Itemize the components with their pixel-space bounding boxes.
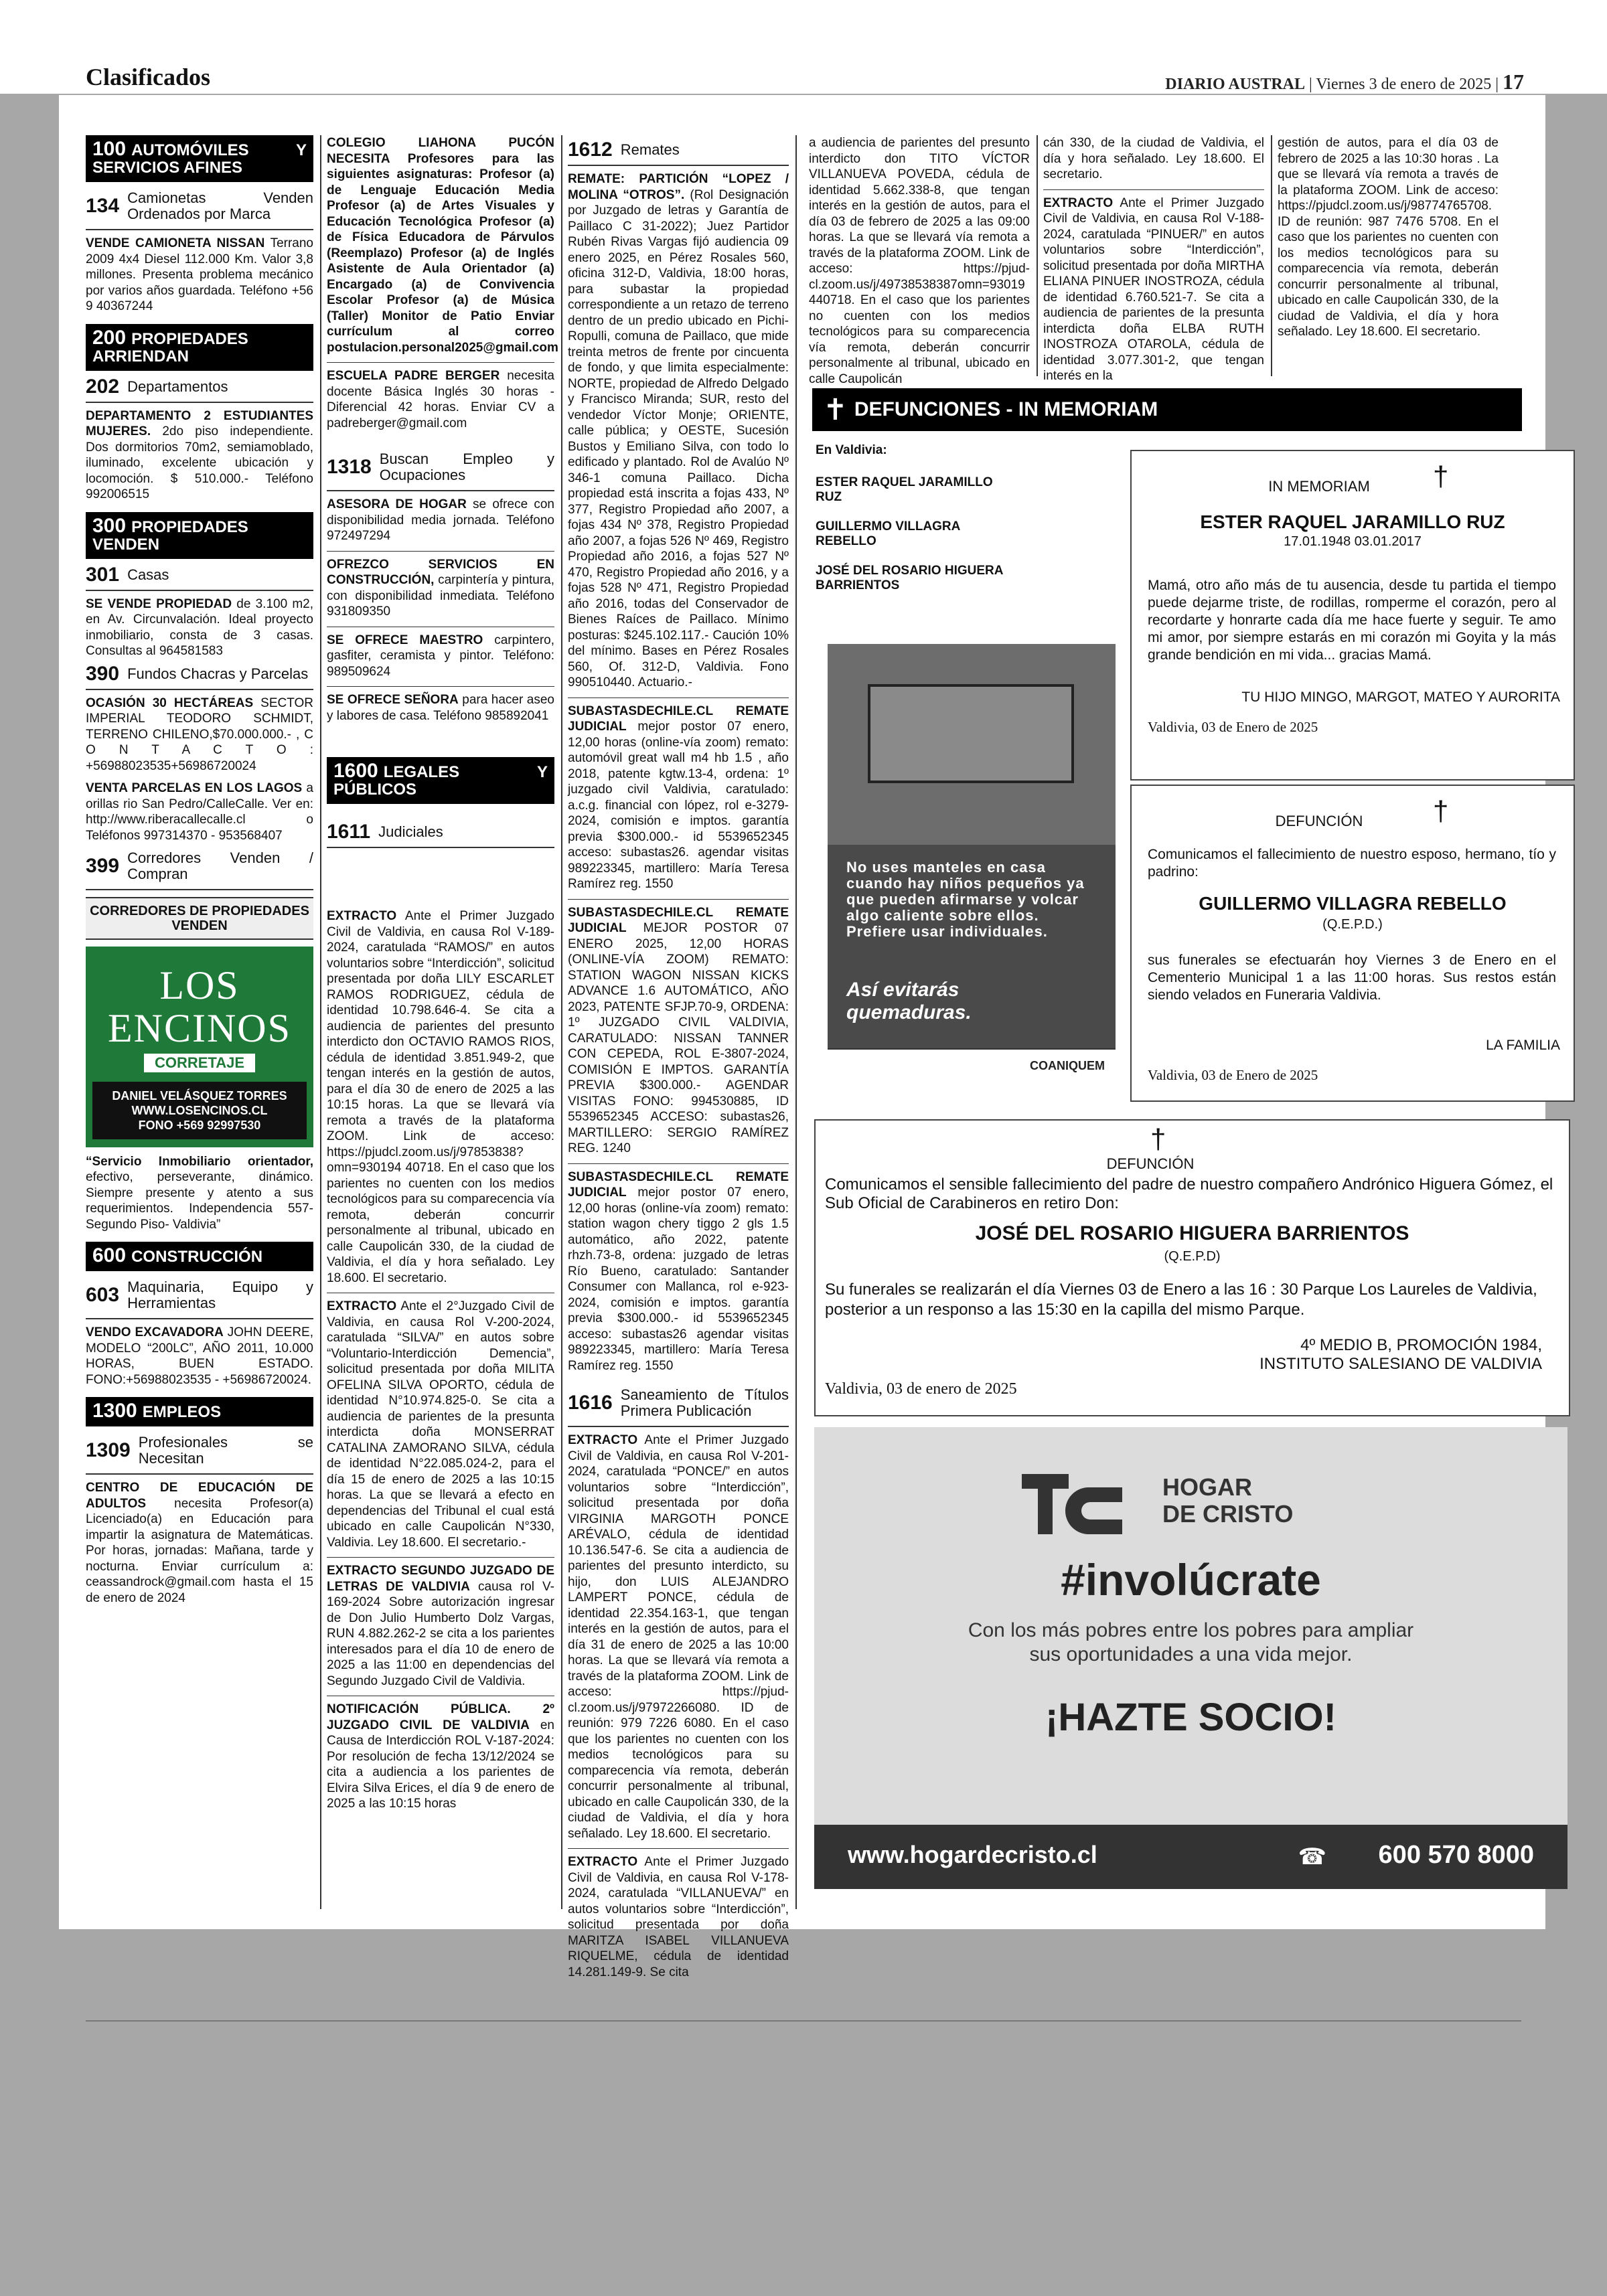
legal-notice: EXTRACTO Ante el 2°Juzgado Civil de Valdivia, en causa Rol V-200-2024, caratulada “SILVA/” en autos sobre “Voluntario-Interdicción Demencia”, solicitud presentada por doña MILITA OFELINA SILVA OPORTO, cédula de identidad N°10.974.825-0. Se cita a audiencia de parientes de la presunta interdicta doña MONSERRAT CATALINA ZAMORANO SILVA, cédula de identidad N°22.085.024-2, para el día 15 de enero de 2025 a las 10:15 horas. La que se llevará a efecto en dependencias del Tribunal el cual está ubicado en calle Caupolicán N°330, Valdivia. Ley 18.600. El secretario.- <box>327 1299 554 1550</box>
classified-ad: VENTA PARCELAS EN LOS LAGOS a orillas rio San Pedro/CalleCalle. Ver en: http://www.riberacallecalle.cl o Teléfonos 997314370 - 953568407 <box>86 781 313 843</box>
notice-heading: IN MEMORIAM <box>1268 478 1370 495</box>
legal-notice: SUBASTASDECHILE.CL REMATE JUDICIAL mejor postor 07 enero, 12,00 horas (online-vía zoom) remato: station wagon chery tiggo 2 gls 1.5 automático, año 2022, patente rhzh.73-8, ordena: juzgado de letras Río Bueno, caratulado: Santander Consumer con Mallanca, rol e-923-2024, comisión e imptos. garantía previa $300.000.- id 5539652345 acceso: subastas26 agendar visitas 989223345, martillero: María Teresa Ramírez reg. 1550 <box>568 1169 789 1373</box>
defunciones-index <box>816 443 1016 608</box>
legal-notice: SUBASTASDECHILE.CL REMATE JUDICIAL MEJOR POSTOR 07 ENERO 2025, 12,00 HORAS (ONLINE-VÍA ZOOM) REMATO: STATION WAGON NISSAN KICKS ADVANCE 1.6 AUTOMÁTICO, AÑO 2023, PATENTE SFJP.70-9, ORDENA: 1º JUZGADO CIVIL VALDIVIA, CARATULADO: NISSAN TANNER CON CEPEDA, ROL E-3807-2024, COMISIÓN E IMPTOS. GARANTÍA PREVIA $300.000.- AGENDAR VISITAS FONO: 994530885, ID 5539652345 ACCESO: subastas26, MARTILLERO: SERGIO RAMÍREZ REG. 1240 <box>568 905 789 1155</box>
section-300: 300 PROPIEDADES VENDEN <box>86 512 313 559</box>
hogar-website: www.hogardecristo.cl <box>848 1841 1097 1868</box>
deceased-name: ESTER RAQUEL JARAMILLO RUZ <box>816 475 993 504</box>
section-1300: 1300 EMPLEOS <box>86 1397 313 1426</box>
hogar-de-cristo-logo <box>1015 1467 1129 1541</box>
category-399: 399 Corredores Venden / Compran <box>86 850 313 890</box>
category-202: 202 Departamentos <box>86 379 313 403</box>
classified-ad: SE OFRECE MAESTRO carpintero, gasfiter, ceramista y pintor. Teléfono: 989509624 <box>327 633 554 679</box>
classified-ad: VENDO EXCAVADORA JOHN DEERE, MODELO “200LC”, AÑO 2011, 10.000 HORAS, BUEN ESTADO. FONO:+56988023535 - +56986720024. <box>86 1325 313 1387</box>
classified-ad: CENTRO DE EDUCACIÓN DE ADULTOS necesita Profesor(a) Licenciado(a) en Educación para impartir la asignatura de Matemáticas. Por horas, jornadas: Mañana, tarde y nocturna. Enviar currículum a: ceassandrock@gmail.com hasta el 15 de enero de 2024 <box>86 1481 313 1605</box>
classified-ad: OFREZCO SERVICIOS EN CONSTRUCCIÓN, carpintería y pintura, con disponibilidad inmediata. Teléfono 931809350 <box>327 557 554 619</box>
category-1616: 1616 Saneamiento de Títulos Primera Publicación <box>568 1387 789 1427</box>
notice-body: sus funerales se efectuarán hoy Viernes 3 de Enero en el Cementerio Municipal 1 a las 11:00 horas. Sus restos están siendo velados en Funeraria Valdivia. <box>1148 953 1556 1003</box>
section-1600: 1600 LEGALES Y PÚBLICOS <box>327 757 554 804</box>
cross-icon: † <box>1150 1123 1166 1155</box>
notice-date: Valdivia, 03 de Enero de 2025 <box>1148 719 1318 735</box>
deceased-name: ESTER RAQUEL JARAMILLO RUZ <box>1200 511 1505 532</box>
column-divider <box>1271 135 1272 376</box>
notice-signature: TU HIJO MINGO, MARGOT, MATEO Y AURORITA <box>1241 689 1560 705</box>
legal-notice: EXTRACTO Ante el Primer Juzgado Civil de Valdivia, en causa Rol V-178-2024, caratulada “VILLANUEVA/” en autos voluntarios sobre “Interdicción”, solicitud presentada por doña MARITZA ISABEL VILLANUEVA RIQUELME, cédula de identidad 14.281.149-9. Se cita <box>568 1855 789 1979</box>
category-390: 390 Fundos Chacras y Parcelas <box>86 666 313 690</box>
category-1612: 1612 Remates <box>568 142 789 166</box>
hogar-de-cristo-ad <box>814 1427 1567 1889</box>
hogar-phone: 600 570 8000 <box>1378 1841 1534 1869</box>
ad-divider <box>568 899 789 900</box>
section-100: 100 AUTOMÓVILES Y SERVICIOS AFINES <box>86 135 313 182</box>
section-200: 200 PROPIEDADES ARRIENDAN <box>86 324 313 371</box>
column-6: gestión de autos, para el día 03 de febrero de 2025 a las 10:30 horas . La que se llevará vía remota a través de la plataforma ZOOM. Link de acceso: https://pjudcl.zoom.us/j/98774765708. ID de reunión: 987 7476 5708. En el caso que los parientes no cuenten con los medios tecnológicos para su comparecencia vía remota, deberán concurrir personalmente al tribunal, ubicado en calle Caupolicán 330, de la ciudad de Valdivia, el día y hora señalado. Ley 18.600. El secretario. <box>1278 136 1499 339</box>
classified-ad: ESCUELA PADRE BERGER necesita docente Básica Inglés 30 horas - Diferencial 42 horas. Enviar CV a padreberger@gmail.com <box>327 369 554 430</box>
column-1 <box>86 135 313 1909</box>
hogar-subtitle: Con los más pobres entre los pobres para ampliar sus oportunidades a una vida mejor. <box>968 1619 1414 1665</box>
newspaper-page <box>59 95 1560 1979</box>
hogar-brand: HOGAR DE CRISTO <box>1162 1473 1294 1528</box>
column-divider <box>1037 135 1038 376</box>
cross-icon: † <box>1433 795 1449 827</box>
category-134: 134 Camionetas Venden Ordenados por Marca <box>86 190 313 230</box>
qepd-label: (Q.E.P.D.) <box>1322 917 1383 932</box>
classified-ad: “Servicio Inmobiliario orientador, efectivo, perseverante, dinámico. Siempre presente y atento a sus requerimientos. Independencia 557- Segundo Piso- Valdivia” <box>86 1154 313 1232</box>
category-301: 301 Casas <box>86 567 313 591</box>
page-number: 17 <box>1503 70 1524 94</box>
classified-ad: OCASIÓN 30 HECTÁREAS SECTOR IMPERIAL TEODORO SCHMIDT, TERRENO CHILENO,$70.000.000.- , C O N T A C T O : +56988023535+56986720024 <box>86 695 313 773</box>
hogar-tagline: #involúcrate <box>1061 1555 1321 1605</box>
deceased-name: GUILLERMO VILLAGRA REBELLO <box>816 519 960 548</box>
column-3 <box>568 135 789 1979</box>
column-4: a audiencia de parientes del presunto interdicto don TITO VÍCTOR VILLANUEVA POVEDA, cédula de identidad 5.662.338-8, que tengan interés en la gestión de autos, para el día 03 de febrero de 2025 a las 09:00 horas. La que se llevará vía remota a través de la plataforma ZOOM. Link de acceso: https://pjud-cl.zoom.us/j/49738538387omn=93019 440718. En el caso que los parientes no cuenten con los medios tecnológicos para su comparecencia vía remota, deberán concurrir personalmente al tribunal, ubicado en calle Caupolicán <box>809 136 1030 386</box>
notice-date: Valdivia, 03 de enero de 2025 <box>825 1380 1017 1398</box>
legal-notice: NOTIFICACIÓN PÚBLICA. 2º JUZGADO CIVIL DE VALDIVIA en Causa de Interdicción ROL V-187-2024: Por resolución de fecha 13/12/2024 se cita a audiencia a los parientes de Elvira Silva Erices, el día 9 de enero de 2025 a las 10:15 horas <box>327 1702 554 1811</box>
section-600: 600 CONSTRUCCIÓN <box>86 1242 313 1271</box>
campaign-text: No uses manteles en casa cuando hay niños pequeños ya que pueden afirmarse y volcar algo caliente sobre ellos. Prefiere usar individuales. <box>846 859 1085 940</box>
column-2 <box>327 135 558 1909</box>
qepd-label: (Q.E.P.D) <box>1164 1249 1221 1264</box>
issue-date: Viernes 3 de enero de 2025 <box>1316 76 1492 93</box>
deceased-name: JOSÉ DEL ROSARIO HIGUERA BARRIENTOS <box>816 564 1003 592</box>
legal-notice: EXTRACTO Ante el Primer Juzgado Civil de Valdivia, en causa Rol V-188-2024, caratulada “PINUER/” en autos voluntarios sobre “Interdicción”, solicitud presentada por doña MIRTHA ELIANA PINUER INOSTROZA, cédula de identidad 6.760.521-7. Se cita a audiencia de parientes de la presunta interdicta doña ELBA RUTH INOSTROZA OTAROLA, cédula de identidad 3.077.301-2, que tengan interés en la <box>1043 195 1264 383</box>
classified-ad: SE OFRECE SEÑORA para hacer aseo y labores de casa. Teléfono 985892041 <box>327 693 554 723</box>
hogar-cta: ¡HAZTE SOCIO! <box>1045 1696 1336 1739</box>
classified-ad: DEPARTAMENTO 2 ESTUDIANTES MUJERES. 2do piso independiente. Dos dormitorios 70m2, semiamoblado, iluminado, excelente ubicación y locomoción. $ 510.000.- Teléfono 992006515 <box>86 408 313 501</box>
brokers-heading: CORREDORES DE PROPIEDADES VENDEN <box>86 897 313 940</box>
notice-body: Mamá, otro año más de tu ausencia, desde tu partida el tiempo puede dejarme triste, de rodillas, romperme el corazón, pero al recordarte y honrarte cada día me hace fuerte y seguir. Te amo mi amor, por siempre estarás en mi corazón mi Goyita y la más grande bendición en mi vida... gracias Mamá. <box>1148 578 1556 663</box>
corretaje-band: CORRETAJE <box>144 1054 255 1072</box>
category-1318: 1318 Buscan Empleo y Ocupaciones <box>327 451 554 491</box>
deceased-name: GUILLERMO VILLAGRA REBELLO <box>1199 893 1507 914</box>
phone-icon: ☎ <box>1298 1844 1326 1870</box>
cross-icon: † <box>1433 461 1449 492</box>
campaign-slogan: Así evitarás quemaduras. <box>846 979 972 1023</box>
column-5: cán 330, de la ciudad de Valdivia, el día y hora señalado. Ley 18.600. El secretario. EXTRACTO Ante el Primer Juzgado Civil de Valdivia, en causa Rol V-188-2024, caratulada “PINUER/” en autos voluntarios sobre “Interdicción”, solicitud presentada por doña MIRTHA ELIANA PINUER INOSTROZA, cédula de identidad 6.760.521-7. Se cita a audiencia de parientes de la presunta interdicta doña ELBA RUTH INOSTROZA OTAROLA, cédula de identidad 3.077.301-2, que tengan interés en la <box>1043 136 1264 383</box>
death-notice <box>814 1119 1570 1416</box>
ad-divider <box>327 1557 554 1558</box>
ad-divider <box>568 1848 789 1849</box>
classified-ad: ASESORA DE HOGAR se ofrece con disponibilidad media jornada. Teléfono 972497294 <box>327 497 555 543</box>
page-header <box>0 0 1607 94</box>
in-memoriam-notice <box>1130 450 1575 781</box>
deceased-name: JOSÉ DEL ROSARIO HIGUERA BARRIENTOS <box>975 1222 1409 1244</box>
cross-icon: ✝ <box>823 393 848 426</box>
legal-notice: EXTRACTO SEGUNDO JUZGADO DE LETRAS DE VALDIVIA causa rol V-169-2024 Sobre autorización ingresar de Don Julio Humberto Dolz Vargas, RUN 4.882.262-2 se cita a los parientes interesados para el día 10 de enero de 2025 a las 11:00 en dependencias del Segundo Juzgado Civil de Valdivia. <box>327 1564 554 1688</box>
column-divider <box>795 135 797 1909</box>
classified-ad: SE VENDE PROPIEDAD de 3.100 m2, en Av. Circunvalación. Ideal proyecto inmobiliario, consta de 3 casas. Consultas al 964581583 <box>86 596 313 658</box>
legal-notice: EXTRACTO Ante el Primer Juzgado Civil de Valdivia, en causa Rol V-189-2024, caratulada “RAMOS/” en autos voluntarios sobre “Interdicción”, solicitud presentada por doña LILY ESCARLET RAMOS RODRIGUEZ, cédula de identidad 10.798.646-4. Se cita a audiencia de parientes del presunto interdicto don OCTAVIO RAMOS RIOS, cédula de identidad 3.851.949-2, que tengan interés en la gestión de autos, para el día 30 de enero de 2025 a las 10:15 horas. La que se llevará vía remota a través de la plataforma ZOOM. Link de acceso: https://pjudcl.zoom.us/j/97853838?omn=930194 40718. En el caso que los parientes no cuenten con los medios tecnológicos para su comparecencia vía remota, deberán concurrir personalmente al tribunal, ubicado en calle Caupolicán 330, de la ciudad de Valdivia, el día y hora señalado. Ley 18.600. El secretario. <box>327 909 554 1285</box>
ad-divider <box>327 551 554 552</box>
page-bottom-rule <box>86 2020 1521 2022</box>
ad-divider <box>327 362 554 363</box>
ad-divider <box>1043 189 1264 190</box>
notice-date: Valdivia, 03 de Enero de 2025 <box>1148 1067 1318 1083</box>
notice-heading: DEFUNCIÓN <box>1106 1155 1195 1172</box>
los-encinos-ad <box>86 947 313 1147</box>
sponsor-logo: COANIQUEM <box>1030 1059 1105 1072</box>
category-1611: 1611 Judiciales <box>327 824 554 848</box>
column-divider <box>320 135 321 1909</box>
ad-divider <box>568 1163 789 1164</box>
category-603: 603 Maquinaria, Equipo y Herramientas <box>86 1279 313 1319</box>
table-photo <box>828 644 1116 845</box>
notice-signature: INSTITUTO SALESIANO DE VALDIVIA <box>1259 1355 1542 1373</box>
defunciones-city: En Valdivia: <box>816 443 887 457</box>
burn-prevention-ad <box>828 644 1116 1086</box>
notice-heading: DEFUNCIÓN <box>1275 813 1363 829</box>
category-1309: 1309 Profesionales se Necesitan <box>86 1434 313 1475</box>
paper-info: DIARIO AUSTRAL | Viernes 3 de enero de 2025 | 17 <box>1165 70 1524 94</box>
ad-divider <box>327 686 554 687</box>
death-notice <box>1130 785 1575 1102</box>
legal-notice: SUBASTASDECHILE.CL REMATE JUDICIAL mejor postor 07 enero, 12,00 horas (online-vía zoom) remato: automóvil great wall m4 hb 1.5 , año 2018, patente kgtw.13-4, ordena: 1º juzgado civil Valdivia, caratulado: a.c.g. financial con lópez, rol e-3279-2024, comisión e imptos. garantía previa $300.000.- id 5539652345 acceso: subastas26. agendar visitas 989223345, martillero: María Teresa Ramírez reg. 1550 <box>568 704 789 891</box>
notice-body: Su funerales se realizarán el día Viernes 03 de Enero a las 16 : 30 Parque Los Laureles de Valdivia, posterior a un responso a las 15:30 en la capilla del mismo Parque. <box>825 1281 1537 1319</box>
classified-ad: COLEGIO LIAHONA PUCÓN NECESITA Profesores para las siguientes asignaturas: Profesor (a) de Lenguaje Educación Media Profesor (a) de Artes Visuales y Educación Tecnológica Profesor (a) de Física Educadora de Párvulos (Reemplazo) Profesor (a) de Inglés Asistente de Aula Orientador (a) Encargado (a) de Convivencia Escolar Profesor (a) de Música (Taller) Monitor de Patio Enviar currículum al correo postulacion.personal2025@gmail.com <box>327 136 558 355</box>
column-divider <box>561 135 562 1909</box>
life-dates: 17.01.1948 03.01.2017 <box>1284 534 1422 549</box>
legal-notice: REMATE: PARTICIÓN “LOPEZ / MOLINA “OTROS”. (Rol Designación por Juzgado de letras y Garantía de Paillaco C 31-2022); Juez Partidor Rubén Rivas Vargas fijó audiencia 09 enero 2025, en Pérez Rosales 560, oficina 312-D, Valdivia, 18:00 horas, para subastar la propiedad correspondiente a un retazo de terreno dentro de un predio ubicado en Pichi-Ropulli, comuna de Paillaco, que mide treinta metros de frente por cincuenta de fondo, y que limita especialmente: NORTE, propiedad de Alfredo Delgado y Francisco Miranda; SUR, resto del vendedor Víctor Monje; ORIENTE, calle pública; y OESTE, Sucesión Bustos y Emiliano Silva, con todo lo edificado y plantado. Rol de Avalúo Nº 346-1 comuna Paillaco. Dicha propiedad está inscrita a fojas 433, Nº 377, Registro Propiedad año 2007, a fojas 434 Nº 378, Registro Propiedad año 2007, a fojas 526 Nº 469, Registro Propiedad año 2016, a fojas 527 Nº 470, Registro Propiedad año 2016, y a fojas 528 Nº 471, Registro Propiedad año 2016, todas del Conservador de Bienes Raíces de Paillaco. Mínimo posturas: $245.102.117.- Caución 10% del mínimo. Bases en Pérez Rosales 560, Of. 312-D, Valdivia. Fono 990510440. Actuario.- <box>568 172 789 689</box>
notice-intro: Comunicamos el sensible fallecimiento del padre de nuestro compañero Andrónico Higuera Gómez, el Sub Oficial de Carabineros en retiro Don: <box>825 1175 1553 1212</box>
los-encinos-logo: LOS ENCINOS <box>107 963 291 1050</box>
paper-name: DIARIO AUSTRAL <box>1165 76 1306 93</box>
legal-notice: EXTRACTO Ante el Primer Juzgado Civil de Valdivia, en causa Rol V-201-2024, caratulada “PONCE/” en autos voluntarios sobre “Interdicción”, solicitud presentada por doña VIRGINIA MARGOTH PONCE ARÉVALO, cédula de identidad 10.136.547-6. Se cita a audiencia de parientes del presunto interdicto, su hijo, don LUIS ALEJANDRO LAMPERT PONCE, cédula de identidad 22.354.163-1, que tengan interés en la gestión de autos, para el día 31 de enero de 2025 a las 10:00 horas. La que se llevará vía remota a través de la plataforma ZOOM. Link de acceso: https://pjud-cl.zoom.us/j/97972266080. ID de reunión: 979 7226 6080. En el caso que los parientes no cuenten con los medios tecnológicos para su comparecencia vía remota, deberán concurrir personalmente al tribunal, ubicado en calle Caupolicán 330, de la ciudad de Valdivia, el día y hora señalado. Ley 18.600. El secretario. <box>568 1433 789 1841</box>
campaign-footer <box>828 1048 1116 1086</box>
section-title: Clasificados <box>86 64 211 90</box>
notice-intro: Comunicamos el fallecimiento de nuestro esposo, hermano, tío y padrino: <box>1148 847 1556 880</box>
defunciones-header <box>812 388 1522 431</box>
hogar-contact-bar <box>814 1825 1567 1889</box>
notice-signature: LA FAMILIA <box>1486 1038 1560 1053</box>
los-encinos-contact: DANIEL VELÁSQUEZ TORRES WWW.LOSENCINOS.CL FONO +569 92997530 <box>92 1082 307 1139</box>
defunciones-title: DEFUNCIONES - IN MEMORIAM <box>854 398 1158 420</box>
notice-signature: 4º MEDIO B, PROMOCIÓN 1984, <box>1300 1336 1542 1354</box>
classified-ad: VENDE CAMIONETA NISSAN Terrano 2009 4x4 Diesel 112.000 Km. Valor 3,8 millones. Presenta problema mecánico por varios años guardada. Teléfono +56 9 40367244 <box>86 236 313 313</box>
